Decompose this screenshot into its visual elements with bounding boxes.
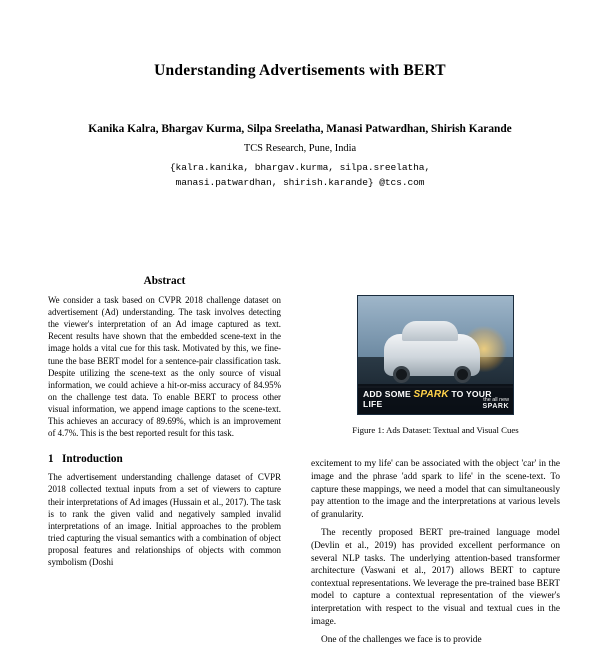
right-paragraph-1: excitement to my life' can be associated with the object 'car' in the image and the phrase 'add spark to life' in the scene-text. To capture these mappings, we need a model that can simultaneously pay attention to the image and the interpretations at various levels of granularity. [311, 459, 560, 520]
email-line-2: manasi.patwardhan, shirish.karande} @tcs.com [175, 176, 425, 188]
email-line-1: {kalra.kanika, bhargav.kurma, silpa.sreelatha, [169, 161, 431, 173]
two-column-body [40, 267, 560, 653]
abstract-heading: Abstract [143, 275, 186, 287]
right-paragraph-3: One of the challenges we face is to provide [321, 635, 482, 646]
ad-slogan-spark: SPARK [413, 388, 449, 400]
affiliation: TCS Research, Pune, India [243, 142, 357, 154]
car-wheel-rear [454, 366, 471, 383]
ad-brand-mark [483, 397, 509, 411]
page-title: Understanding Advertisements with BERT [154, 62, 446, 79]
car-wheel-front [393, 366, 410, 383]
brand-tagline: the all new [483, 396, 509, 403]
brand-name: SPARK [482, 402, 509, 410]
car-object [384, 334, 480, 376]
introduction-paragraph-1: The advertisement understanding challenge dataset of CVPR 2018 collected textual inputs from a set of viewers to capture their interpretations of Ad images (Hussain et al., 2017). The task is to rank the given valid and negatively sampled invalid interpretations of an image. Initial approaches to the problem tried capturing the visual semantics with a combination of object proposal features and relationships of objects with common symbolism (Doshi [48, 472, 281, 568]
right-paragraph-2: The recently proposed BERT pre-trained language model (Devlin et al., 2019) has provided excellent performance on several NLP tasks. The underlying attention-based transformer architecture (Vaswani et al., 2017) allows BERT to capture contextual representations. We leverage the pre-trained base BERT model to capture a contextual representation of the viewer's interpretation with respect to the visual and textual cues in the image. [311, 528, 560, 627]
ad-slogan-part-1: ADD SOME [363, 388, 411, 399]
section-number: 1 [48, 453, 54, 466]
abstract-text: We consider a task based on CVPR 2018 challenge dataset on advertisement (Ad) understanding. The task involves detecting the viewer's interpretation of an Ad image captured as text. Recent results have shown that the embedded scene-text in the image holds a vital cue for this task. Motivated by this, we fine-tune the base BERT model for a sentence-pair classification task. Despite utilizing the scene-text as the only source of visual information, we could achieve a hit-or-miss accuracy of 84.95% on the challenge test data. To enable BERT to process other visual information, we append image captions to the scene-text. This achieves an accuracy of 89.69%, which is an improvement of 4.7%. This is the best reported result for this task. [48, 295, 281, 439]
figure-1-caption: Figure 1: Ads Dataset: Textual and Visual Cues [352, 425, 519, 435]
section-title: Introduction [62, 453, 123, 466]
figure-1-image [357, 295, 514, 415]
author-emails [70, 161, 530, 191]
figure-1 [311, 295, 560, 436]
author-list: Kanika Kalra, Bhargav Kurma, Silpa Sreelatha, Manasi Patwardhan, Shirish Karande [88, 123, 512, 135]
ad-slogan-part-2: TO YOUR LIFE [363, 388, 492, 409]
right-column [311, 267, 560, 653]
left-column [40, 267, 289, 653]
introduction-heading [48, 453, 281, 465]
paper-page [0, 62, 600, 662]
ad-scene-text-overlay [358, 384, 513, 414]
